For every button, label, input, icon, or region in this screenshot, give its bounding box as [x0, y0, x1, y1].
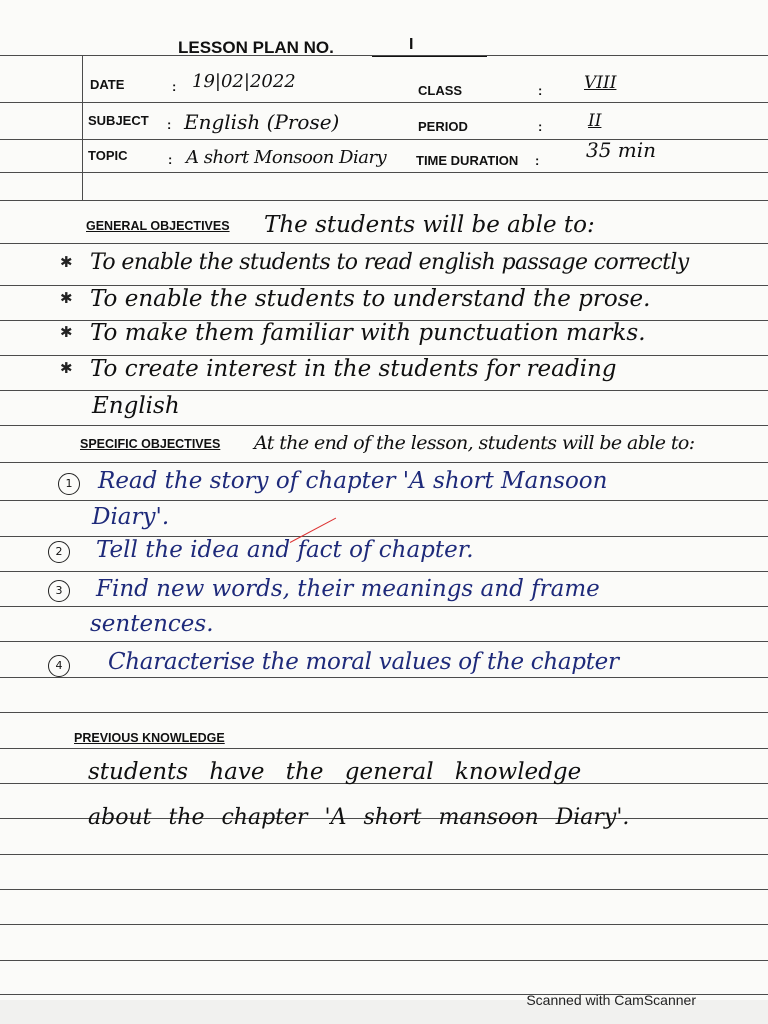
asterisk-bullet-icon: ✱ — [60, 359, 73, 377]
general-objective-item: English — [92, 393, 180, 419]
ruled-line — [0, 712, 768, 713]
specific-objective-item: Tell the idea and fact of chapter. — [96, 537, 474, 563]
period-value: II — [588, 111, 602, 131]
margin-line — [82, 55, 83, 200]
asterisk-bullet-icon: ✱ — [60, 253, 73, 271]
general-objective-item: To create interest in the students for reading — [90, 356, 617, 382]
class-separator: : — [538, 83, 543, 98]
asterisk-bullet-icon: ✱ — [60, 323, 73, 341]
plan-number-underline — [372, 56, 487, 57]
specific-objectives-intro: At the end of the lesson, students will be able to: — [254, 432, 695, 454]
date-value: 19|02|2022 — [192, 71, 296, 92]
ruled-line — [0, 606, 768, 607]
general-objectives-intro: The students will be able to: — [264, 212, 595, 238]
general-objective-item: To enable the students to read english passage correctly — [90, 250, 689, 275]
item-number: 1 — [58, 473, 80, 495]
scanner-footer — [0, 992, 768, 1024]
subject-value: English (Prose) — [184, 110, 340, 134]
specific-objective-item: Read the story of chapter 'A short Mansoon — [98, 468, 608, 494]
ruled-line — [0, 102, 768, 103]
subject-label: SUBJECT — [88, 113, 149, 128]
ruled-line — [0, 677, 768, 678]
ruled-line — [0, 854, 768, 855]
ruled-line — [0, 748, 768, 749]
item-number: 4 — [48, 655, 70, 677]
ruled-line — [0, 200, 768, 201]
scanner-watermark: Scanned with CamScanner — [526, 992, 696, 1008]
specific-objective-item-continued: Diary'. — [92, 504, 170, 530]
ruled-line — [0, 243, 768, 244]
specific-objective-item: Characterise the moral values of the chapter — [108, 649, 619, 675]
previous-knowledge-label: PREVIOUS KNOWLEDGE — [74, 731, 225, 745]
date-label: DATE — [90, 77, 125, 92]
topic-label: TOPIC — [88, 148, 128, 163]
topic-value: A short Monsoon Diary — [186, 147, 387, 168]
plan-number: I — [409, 36, 414, 53]
item-number: 2 — [48, 541, 70, 563]
topic-separator: : — [168, 152, 173, 167]
ruled-line — [0, 425, 768, 426]
duration-separator: : — [535, 153, 540, 168]
previous-knowledge-line: students have the general knowledge — [88, 759, 582, 785]
specific-objectives-label: SPECIFIC OBJECTIVES — [80, 437, 221, 451]
specific-objective-item: Find new words, their meanings and frame — [96, 576, 600, 602]
ruled-line — [0, 641, 768, 642]
subject-separator: : — [167, 117, 172, 132]
ruled-line — [0, 960, 768, 961]
ruled-line — [0, 462, 768, 463]
period-separator: : — [538, 119, 543, 134]
ruled-line — [0, 500, 768, 501]
ruled-line — [0, 390, 768, 391]
specific-objective-item-continued: sentences. — [90, 611, 214, 637]
asterisk-bullet-icon: ✱ — [60, 289, 73, 307]
date-separator: : — [172, 79, 177, 94]
duration-value: 35 min — [586, 138, 657, 162]
ruled-line — [0, 889, 768, 890]
class-label: CLASS — [418, 83, 463, 98]
item-number: 3 — [48, 580, 70, 602]
period-label: PERIOD — [418, 119, 468, 134]
duration-label: TIME DURATION — [416, 153, 519, 168]
class-value: VIII — [584, 73, 617, 93]
ruled-line — [0, 924, 768, 925]
general-objectives-label: GENERAL OBJECTIVES — [86, 219, 230, 233]
previous-knowledge-line: about the chapter 'A short mansoon Diary'. — [88, 805, 630, 830]
ruled-line — [0, 172, 768, 173]
ruled-line — [0, 571, 768, 572]
general-objective-item: To enable the students to understand the prose. — [90, 286, 651, 312]
page-title: LESSON PLAN NO. — [178, 38, 334, 57]
general-objective-item: To make them familiar with punctuation marks. — [90, 320, 646, 346]
